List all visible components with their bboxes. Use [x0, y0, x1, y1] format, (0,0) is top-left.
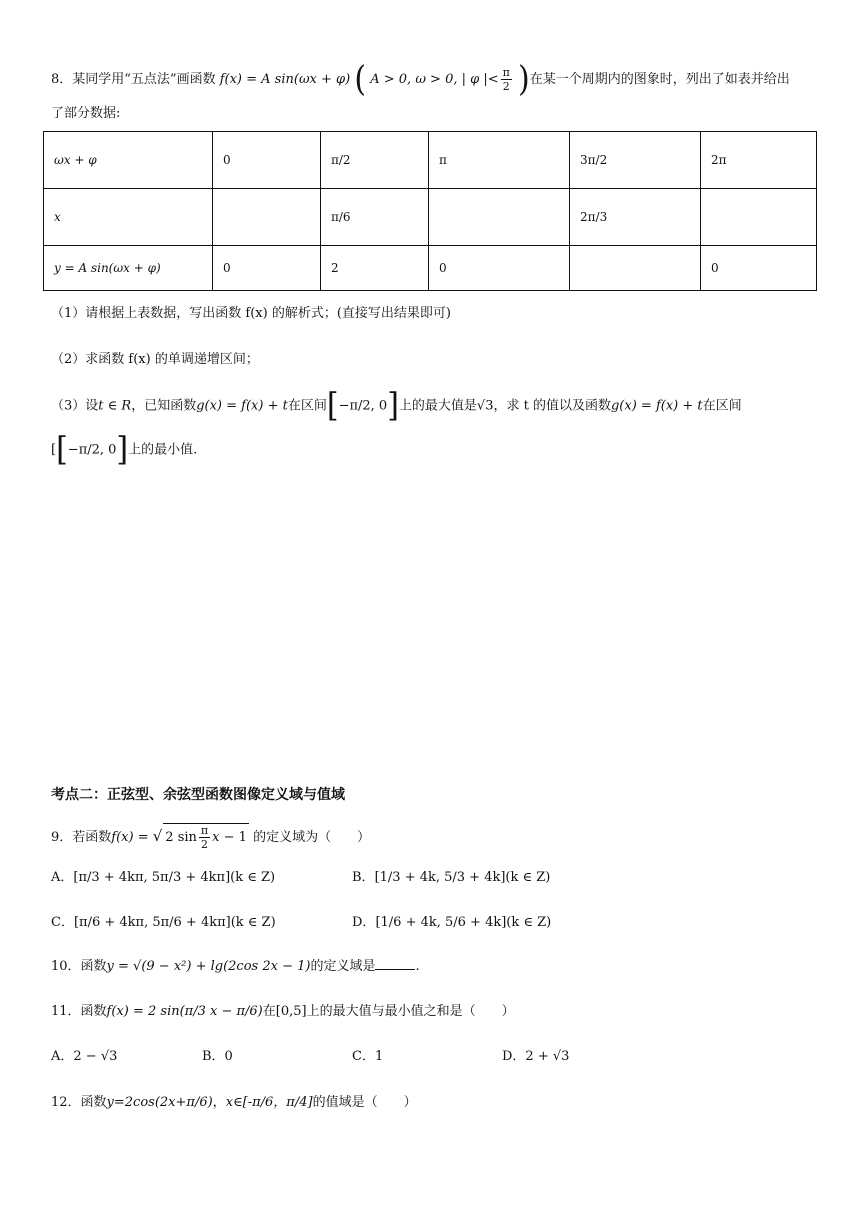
table-cell: π/6 [321, 189, 429, 246]
right-paren: ) [518, 58, 530, 100]
q9-option-d[interactable]: D．[1/6 + 4k, 5/6 + 4k](k ∈ Z) [352, 915, 552, 930]
table-cell: y = A sin(ωx + φ) [44, 246, 213, 291]
q11-option-b[interactable]: B．0 [202, 1049, 233, 1064]
q8-condition: A > 0, ω > 0, | φ |< [370, 72, 499, 87]
q9-option-d-text: [1/6 + 4k, 5/6 + 4k](k ∈ Z) [375, 915, 552, 930]
table-cell: π/2 [321, 132, 429, 189]
q8-tail: 在某一个周期内的图象时，列出了如表并给出 [529, 72, 790, 87]
left-paren: ( [354, 58, 367, 100]
table-cell: 0 [213, 246, 321, 291]
table-cell: ωx + φ [44, 132, 213, 189]
table-cell: 2 [321, 246, 429, 291]
table-cell: x [44, 189, 213, 246]
table-cell [213, 189, 321, 246]
q10-expr: y = √(9 − x²) + lg(2cos 2x − 1) [106, 959, 311, 974]
section-heading: 考点二：正弦型、余弦型函数图像定义域与值域 [51, 787, 345, 803]
answer-blank[interactable] [375, 957, 415, 970]
q9-option-a-text: [π/3 + 4kπ, 5π/3 + 4kπ](k ∈ Z) [73, 870, 276, 885]
table-cell: 0 [701, 246, 817, 291]
q9-option-a[interactable]: A．[π/3 + 4kπ, 5π/3 + 4kπ](k ∈ Z) [51, 870, 276, 885]
q9-option-c-text: [π/6 + 4kπ, 5π/6 + 4kπ](k ∈ Z) [73, 915, 276, 930]
q8-sub2: （2）求函数 f(x) 的单调递增区间； [51, 352, 259, 367]
q11-option-d[interactable]: D．2 + √3 [502, 1049, 570, 1064]
q8-intro: 某同学用“五点法”画函数 [72, 72, 216, 87]
table-cell [701, 189, 817, 246]
table-cell [570, 246, 701, 291]
table-cell: 2π/3 [570, 189, 701, 246]
q8-sub3: （3）设t ∈ R，已知函数g(x) = f(x) + t在区间[−π/2, 0]上的最大值是√3，求 t 的值以及函数g(x) = f(x) + t在区间 [51, 386, 742, 425]
q8-cond-frac: $\frac{\pi}{2}$ [502, 66, 510, 93]
q10-stem: 10．函数y = √(9 − x²) + lg(2cos 2x − 1)的定义域是 . [51, 959, 420, 974]
table-cell: 0 [429, 246, 570, 291]
q8-interval: −π/2, 0 [338, 398, 388, 414]
q8-number: 8． [51, 72, 73, 87]
table-cell: 0 [213, 132, 321, 189]
q9-option-b-text: [1/3 + 4k, 5/3 + 4k](k ∈ Z) [374, 870, 551, 885]
q11-expr: f(x) = 2 sin(π/3 x − π/6) [106, 1004, 263, 1019]
q9-option-b[interactable]: B．[1/3 + 4k, 5/3 + 4k](k ∈ Z) [352, 870, 551, 885]
q11-option-c[interactable]: C．1 [352, 1049, 384, 1064]
five-point-table [43, 131, 817, 291]
table-cell: 3π/2 [570, 132, 701, 189]
q8-stem-line2: 了部分数据: [51, 106, 121, 121]
table-row [44, 189, 817, 246]
table-row [44, 246, 817, 291]
q11-stem: 11．函数f(x) = 2 sin(π/3 x − π/6)在[0,5]上的最大值与最小值之和是（ ） [51, 1004, 515, 1019]
q8-interval-2: −π/2, 0 [67, 442, 117, 458]
q12-expr: y=2cos(2x+π/6) [106, 1095, 213, 1110]
q9-stem: 9．若函数f(x) = √ 2 sin $\frac{\pi}{2}$ x − 1 的定义域为（ ） [51, 824, 371, 851]
table-cell [429, 189, 570, 246]
q8-sub3-line2: [[−π/2, 0]上的最小值. [51, 430, 198, 469]
table-cell: π [429, 132, 570, 189]
table-row [44, 132, 817, 189]
table-cell: 2π [701, 132, 817, 189]
q9-option-c[interactable]: C．[π/6 + 4kπ, 5π/6 + 4kπ](k ∈ Z) [51, 915, 276, 930]
q8-stem [51, 58, 790, 100]
q8-sub1: （1）请根据上表数据，写出函数 f(x) 的解析式；(直接写出结果即可) [51, 306, 451, 321]
q12-domain: x∈[-π/6，π/4] [225, 1095, 313, 1110]
q12-stem: 12．函数y=2cos(2x+π/6)，x∈[-π/6，π/4]的值域是（ ） [51, 1095, 417, 1110]
q8-func: f(x) = A sin(ωx + φ) [219, 72, 351, 87]
q11-option-a[interactable]: A．2 − √3 [51, 1049, 118, 1064]
q8-sqrt3: √3 [476, 398, 494, 414]
